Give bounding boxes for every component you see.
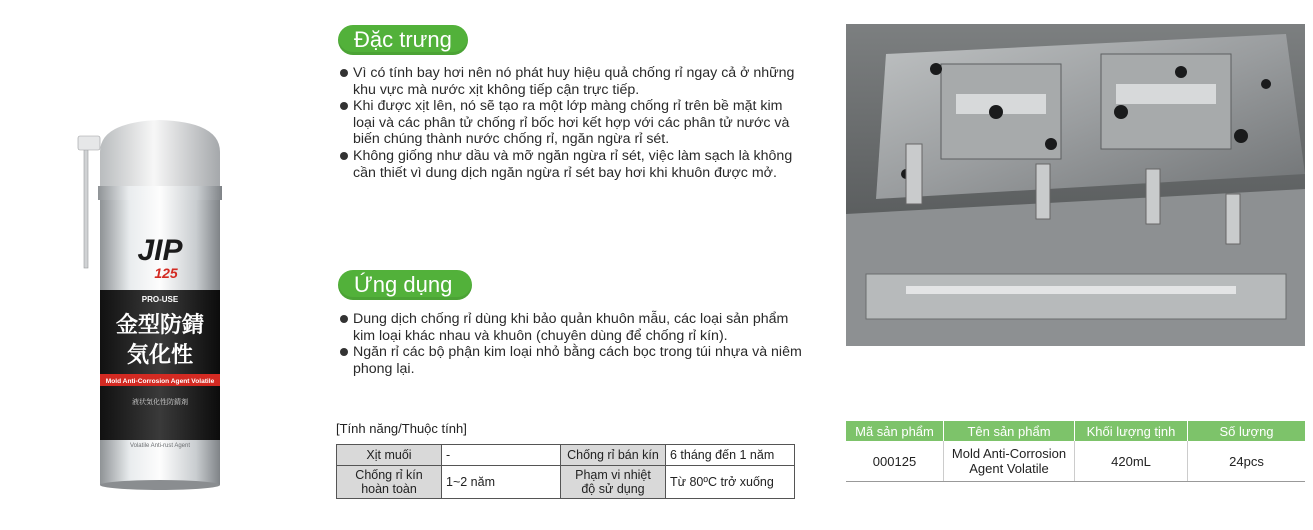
product-qty: 24pcs bbox=[1188, 441, 1306, 482]
band-text: Mold Anti-Corrosion Agent Volatile bbox=[105, 378, 215, 385]
salt-spray-value: - bbox=[442, 445, 561, 466]
semi-sealed-value: 6 tháng đến 1 năm bbox=[666, 445, 795, 466]
list-item: Không giống như dầu và mỡ ngăn ngừa rỉ sét, việc làm sạch là không cần thiết vì dung dịch ngăn ngừa rỉ sét bay hơi khi khuôn được mở. bbox=[338, 148, 808, 181]
list-item: Ngăn rỉ các bộ phận kim loại nhỏ bằng cách bọc trong túi nhựa và niêm phong lại. bbox=[338, 344, 808, 377]
semi-sealed-label: Chống rỉ bán kín bbox=[561, 445, 666, 466]
application-list bbox=[338, 311, 808, 377]
temp-value: Từ 80ºC trở xuống bbox=[666, 466, 795, 499]
table-row bbox=[337, 466, 795, 499]
sealed-label-line2: hoàn toàn bbox=[361, 482, 417, 496]
header-name: Tên sản phẩm bbox=[944, 421, 1075, 441]
header-weight: Khối lượng tịnh bbox=[1075, 421, 1188, 441]
product-weight: 420mL bbox=[1075, 441, 1188, 482]
features-list bbox=[338, 65, 808, 181]
sealed-label-line1: Chống rỉ kín bbox=[355, 468, 423, 482]
temp-label-line2: độ sử dụng bbox=[581, 482, 645, 496]
product-name-line2: Agent Volatile bbox=[969, 461, 1049, 476]
table-header-row bbox=[846, 421, 1305, 441]
header-code: Mã sản phẩm bbox=[846, 421, 944, 441]
temp-label-line1: Phạm vi nhiệt bbox=[575, 468, 651, 482]
table-row bbox=[337, 445, 795, 466]
list-item: Khi được xịt lên, nó sẽ tạo ra một lớp màng chống rỉ trên bề mặt kim loại và các phân tử chống rỉ bốc hơi kết hợp với các phân tử nước và biến chúng thành nước chống rỉ, ngăn ngừa rỉ sét. bbox=[338, 98, 808, 148]
properties-table bbox=[336, 444, 795, 499]
product-can-image bbox=[70, 112, 240, 492]
product-number-text: 125 bbox=[154, 265, 178, 281]
jp-title-line1: 金型防錆 bbox=[115, 313, 205, 338]
salt-spray-label: Xịt muối bbox=[337, 445, 442, 466]
list-item: Dung dịch chống rỉ dùng khi bảo quản khuôn mẫu, các loại sản phẩm kim loại khác nhau và khuôn (chuyên dùng để chống rỉ kín). bbox=[338, 311, 808, 344]
product-table bbox=[846, 421, 1305, 482]
product-name bbox=[944, 441, 1075, 482]
jp-title-line2: 気化性 bbox=[126, 343, 194, 368]
product-name-line1: Mold Anti-Corrosion bbox=[951, 446, 1067, 461]
brand-logo-text: JIP bbox=[137, 234, 183, 267]
header-qty: Số lượng bbox=[1188, 421, 1306, 441]
application-heading: Ứng dụng bbox=[338, 270, 472, 300]
product-code: 000125 bbox=[846, 441, 944, 482]
sealed-label bbox=[337, 466, 442, 499]
jp-subtitle: 液状気化性防錆剤 bbox=[132, 398, 188, 406]
list-item: Vì có tính bay hơi nên nó phát huy hiệu quả chống rỉ ngay cả ở những khu vực mà nước xịt không tiếp cận trực tiếp. bbox=[338, 65, 808, 98]
can-footer-text: Volatile Anti-rust Agent bbox=[129, 443, 191, 449]
pro-use-text: PRO-USE bbox=[141, 295, 179, 304]
temp-label bbox=[561, 466, 666, 499]
table-row bbox=[846, 441, 1305, 482]
features-heading: Đặc trưng bbox=[338, 25, 468, 55]
sealed-value: 1~2 năm bbox=[442, 466, 561, 499]
properties-title: [Tính năng/Thuộc tính] bbox=[336, 421, 467, 436]
mold-photo bbox=[846, 24, 1305, 346]
